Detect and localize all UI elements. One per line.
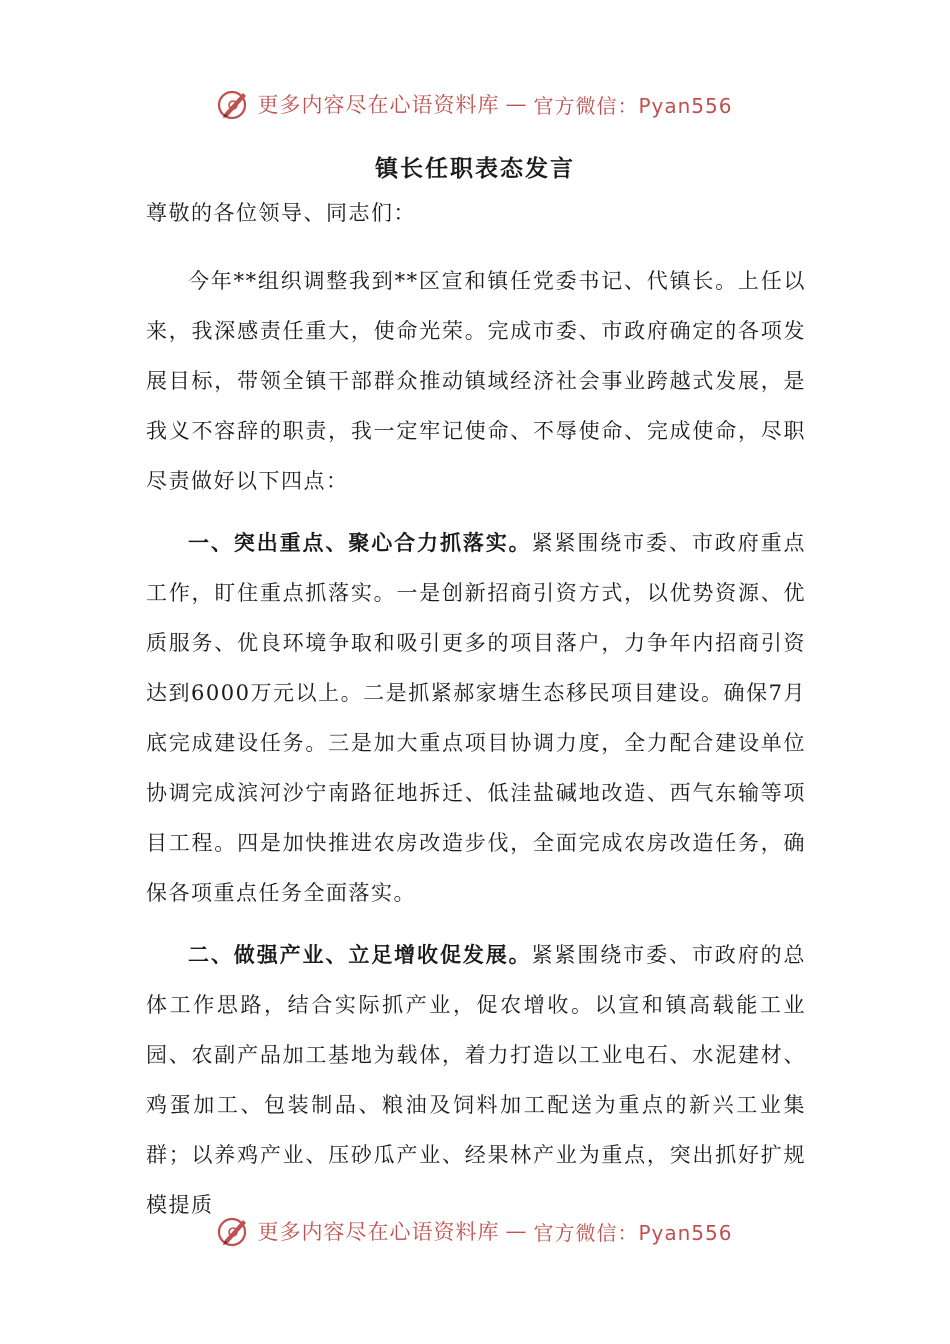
pen-logo-icon — [217, 87, 251, 121]
section-heading-1: 一、突出重点、聚心合力抓落实。 — [188, 530, 532, 555]
pen-logo-icon — [217, 1214, 251, 1248]
header-banner — [0, 84, 950, 124]
banner-wechat-text: 官方微信：Pyan556 — [533, 93, 733, 118]
footer-banner — [0, 1211, 950, 1251]
section-text-1: 紧紧围绕市委、市政府重点工作，盯住重点抓落实。一是创新招商引资方式，以优势资源、优质服务、优良环境争取和吸引更多的项目落户，力争年内招商引资达到6000万元以上。二是抓紧郝家塘生态移民项目建设。确保7月底完成建设任务。三是加大重点项目协调力度，全力配合建设单位协调完成滨河沙宁南路征地拆迁、低洼盐碱地改造、西气东输等项目工程。四是加快推进农房改造步伐，全面完成农房改造任务，确保各项重点任务全面落实。 — [146, 531, 807, 905]
page-title: 镇长任职表态发言 — [375, 155, 575, 182]
intro-paragraph: 今年**组织调整我到**区宣和镇任党委书记、代镇长。上任以来，我深感责任重大，使命光荣。完成市委、市政府确定的各项发展目标，带领全镇干部群众推动镇域经济社会事业跨越式发展，是我义不容辞的职责，我一定牢记使命、不辱使命、完成使命，尽职尽责做好以下四点： — [146, 269, 806, 493]
banner-dash: — — [505, 1219, 528, 1243]
section-paragraph-1 — [146, 518, 806, 918]
section-text-2: 紧紧围绕市委、市政府的总体工作思路，结合实际抓产业，促农增收。以宣和镇高载能工业园、农副产品加工基地为载体，着力打造以工业电石、水泥建材、鸡蛋加工、包装制品、粮油及饲料加工配送为重点的新兴工业集群；以养鸡产业、压砂瓜产业、经果林产业为重点，突出抓好扩规模提质 — [146, 943, 807, 1217]
salutation: 尊敬的各位领导、同志们： — [146, 201, 416, 225]
banner-brand-text: 更多内容尽在心语资料库 — [257, 1220, 500, 1244]
banner-wechat-text: 官方微信：Pyan556 — [533, 1220, 733, 1245]
banner-dash: — — [505, 92, 528, 116]
section-heading-2: 二、做强产业、立足增收促发展。 — [188, 942, 532, 967]
banner-brand-text: 更多内容尽在心语资料库 — [257, 93, 500, 117]
section-paragraph-2 — [146, 930, 806, 1230]
document-body — [146, 188, 806, 1242]
